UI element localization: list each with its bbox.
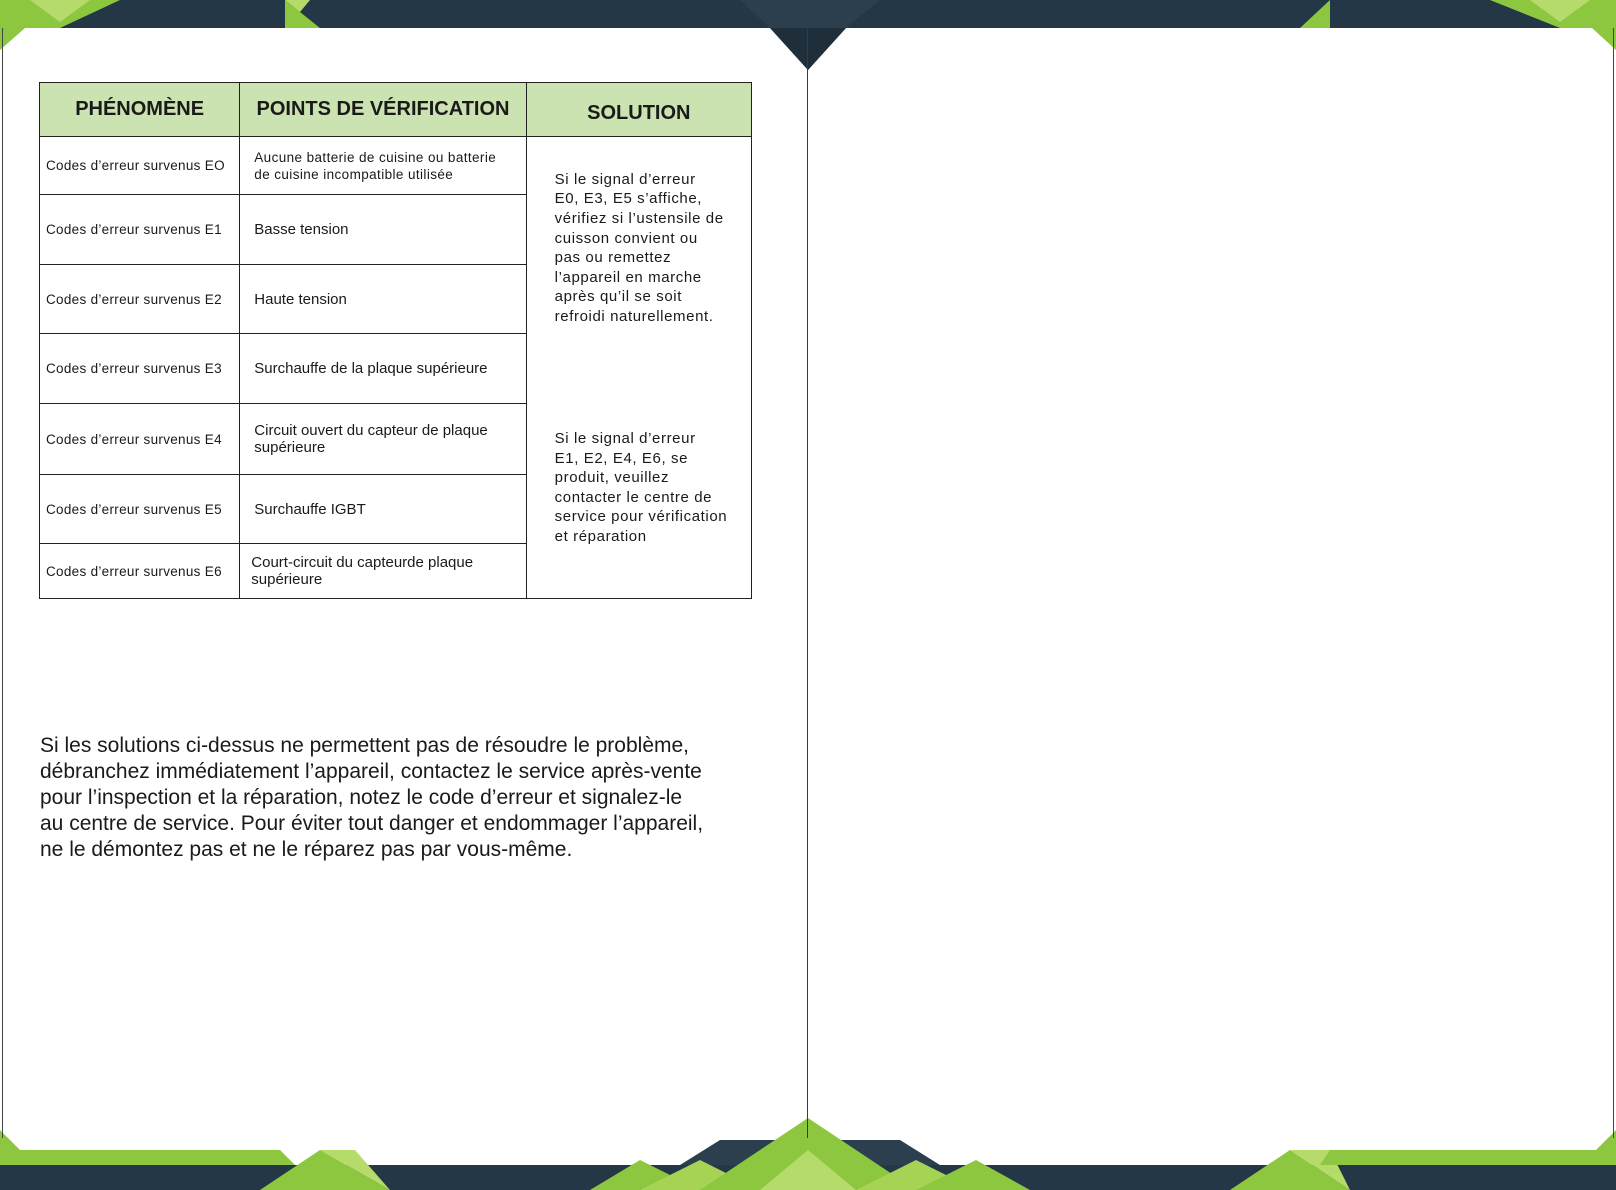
check-cell: Haute tension (240, 265, 526, 334)
phenomenon-cell: Codes d’erreur survenus E1 (40, 195, 240, 265)
check-cell: Aucune batterie de cuisine ou batterie de cuisine incompatible utilisée (240, 137, 526, 195)
phenomenon-cell: Codes d’erreur survenus E2 (40, 265, 240, 334)
table-row (40, 137, 752, 195)
header-solution: SOLUTION (526, 83, 751, 137)
solution-text-2: Si le signal d’erreur E1, E2, E4, E6, se produit, veuillez contacter le centre de service pour vérification et réparation (554, 429, 728, 545)
phenomenon-cell: Codes d’erreur survenus E4 (40, 404, 240, 475)
warning-note: Si les solutions ci-dessus ne permettent pas de résoudre le problème, débranchez immédiatement l’appareil, contactez le service après-vente pour l’inspection et la réparation, notez le code d’erreur et signalez-le au centre de service. Pour éviter tout danger et endommager l’appareil, ne le démontez pas et ne le réparez pas par vous-même. (40, 734, 704, 861)
solution-text-1: Si le signal d’erreur E0, E3, E5 s’affiche, vérifiez si l’ustensile de cuisson convient ou pas ou remettez l’appareil en marche après qu’il se soit refroidi naturellement. (554, 170, 724, 326)
solution-cell-2 (526, 334, 751, 599)
solution-cell-1 (526, 137, 751, 334)
phenomenon-cell: Codes d’erreur survenus EO (40, 137, 240, 195)
header-checkpoints: POINTS DE VÉRIFICATION (240, 83, 526, 137)
table-row (40, 334, 752, 404)
phenomenon-cell: Codes d’erreur survenus E3 (40, 334, 240, 404)
phenomenon-cell: Codes d’erreur survenus E6 (40, 544, 240, 599)
header-phenomenon: PHÉNOMÈNE (40, 83, 240, 137)
check-cell: Court-circuit du capteurde plaque supérieure (240, 544, 526, 599)
troubleshooting-table (39, 82, 752, 599)
check-cell: Surchauffe de la plaque supérieure (240, 334, 526, 404)
check-cell: Basse tension (240, 195, 526, 265)
phenomenon-cell: Codes d’erreur survenus E5 (40, 475, 240, 544)
right-page (808, 0, 1616, 1190)
check-cell: Surchauffe IGBT (240, 475, 526, 544)
check-cell: Circuit ouvert du capteur de plaque supérieure (240, 404, 526, 475)
table-header-row (40, 83, 752, 137)
